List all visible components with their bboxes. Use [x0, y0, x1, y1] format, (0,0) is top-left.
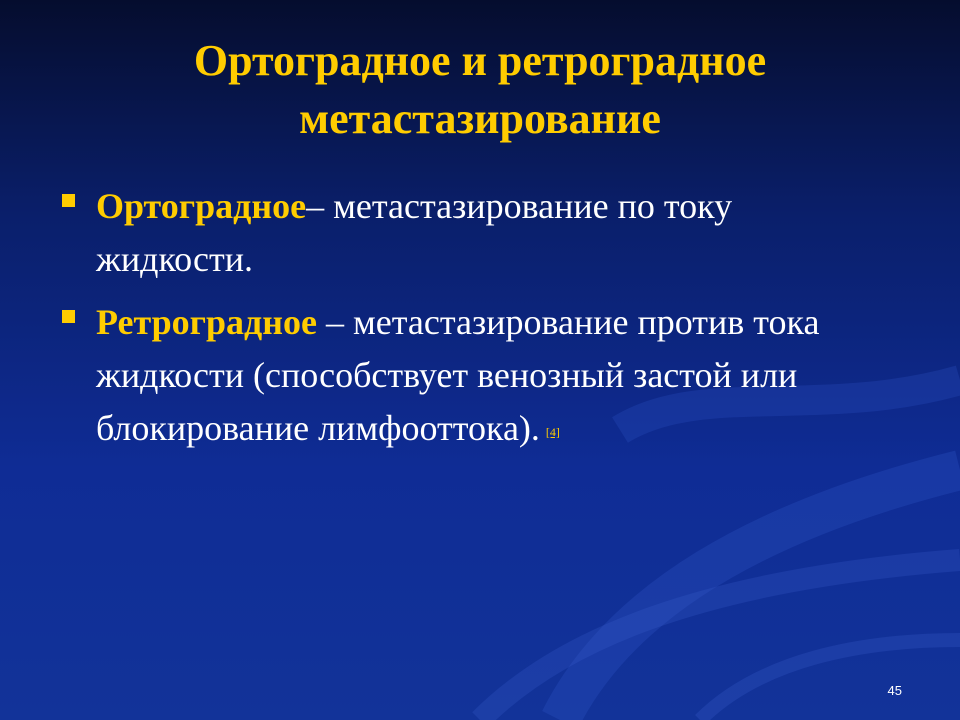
square-bullet-icon: [62, 194, 75, 207]
term-retrograde: Ретроградное: [96, 302, 317, 342]
reference-link[interactable]: [4]: [545, 425, 560, 439]
bullet-orthograde: [60, 180, 860, 286]
definition-retrograde: – метастазирование против тока жидкости (способствует венозный застой или блокирование лимфооттока).: [96, 302, 820, 448]
bullet-retrograde: [60, 296, 860, 459]
slide-title: Ортоградное и ретроградное метастазирование: [193, 36, 767, 143]
square-bullet-icon: [62, 310, 75, 323]
page-number: 45: [887, 683, 902, 698]
definition-orthograde: – метастазирование по току жидкости.: [96, 186, 733, 279]
term-orthograde: Ортоградное: [96, 186, 307, 226]
bullet-list: [60, 180, 860, 469]
